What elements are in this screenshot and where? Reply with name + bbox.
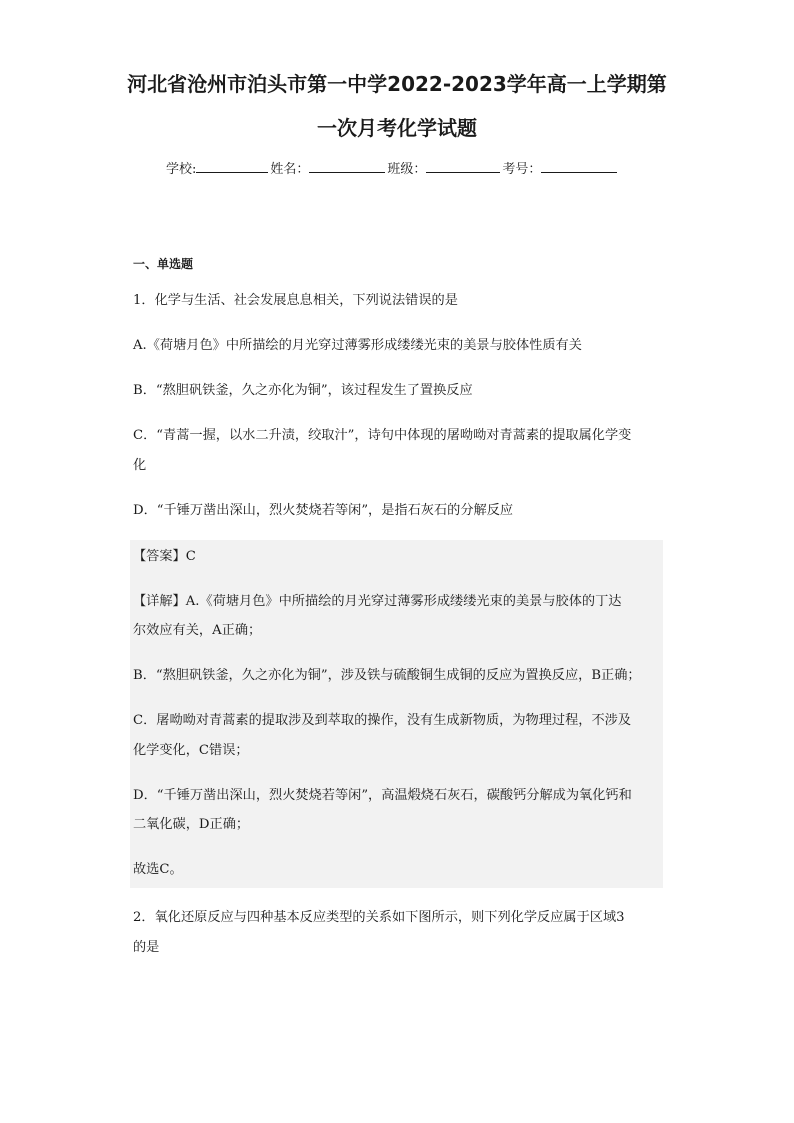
question-1-detail-line-1: 【详解】A.《荷塘月色》中所描绘的月光穿过薄雾形成缕缕光束的美景与胶体的丁达 xyxy=(133,594,622,609)
question-1-answer: 【答案】C xyxy=(133,549,196,564)
school-label: 学校: xyxy=(166,162,197,177)
section-heading: 一、单选题 xyxy=(133,257,194,271)
name-label: 姓名： xyxy=(270,162,310,177)
school-blank xyxy=(196,158,268,173)
question-1-detail-line-3: B．“熬胆矾铁釜，久之亦化为铜”，涉及铁与硫酸铜生成铜的反应为置换反应，B正确； xyxy=(133,668,641,683)
question-2-stem-line-2: 的是 xyxy=(133,940,160,955)
question-1-option-d: D．“千锤万凿出深山，烈火焚烧若等闲”，是指石灰石的分解反应 xyxy=(133,503,514,518)
question-1-option-b: B．“熬胆矾铁釜，久之亦化为铜”，该过程发生了置换反应 xyxy=(133,383,473,398)
class-blank xyxy=(426,158,500,173)
class-label: 班级： xyxy=(387,162,427,177)
document-title-line-2: 一次月考化学试题 xyxy=(317,116,477,140)
question-2-stem-line-1: 2．氧化还原反应与四种基本反应类型的关系如下图所示，则下列化学反应属于区域3 xyxy=(133,910,625,925)
question-1-option-c-line-1: C．“青蒿一握，以水二升渍，绞取汁”，诗句中体现的屠呦呦对青蒿素的提取属化学变 xyxy=(133,428,632,443)
document-title-line-1: 河北省沧州市泊头市第一中学2022-2023学年高一上学期第 xyxy=(127,72,667,96)
question-1-stem: 1．化学与生活、社会发展息息相关，下列说法错误的是 xyxy=(133,293,458,308)
question-1-option-c-line-2: 化 xyxy=(133,458,147,473)
question-1-detail-line-5: 化学变化，C错误； xyxy=(133,743,249,758)
student-info-row xyxy=(166,158,619,177)
question-1-detail-line-4: C．屠呦呦对青蒿素的提取涉及到萃取的操作，没有生成新物质，为物理过程，不涉及 xyxy=(133,713,632,728)
question-1-option-a: A.《荷塘月色》中所描绘的月光穿过薄雾形成缕缕光束的美景与胶体性质有关 xyxy=(133,338,582,353)
name-blank xyxy=(309,158,385,173)
question-1-detail-line-6: D．“千锤万凿出深山，烈火焚烧若等闲”，高温煅烧石灰石，碳酸钙分解成为氧化钙和 xyxy=(133,788,632,803)
exam-number-blank xyxy=(541,158,617,173)
question-1-detail-line-8: 故选C。 xyxy=(133,862,183,877)
question-1-detail-line-2: 尔效应有关，A正确； xyxy=(133,623,262,638)
exam-number-label: 考号： xyxy=(502,162,542,177)
question-1-detail-line-7: 二氧化碳，D正确； xyxy=(133,817,250,832)
